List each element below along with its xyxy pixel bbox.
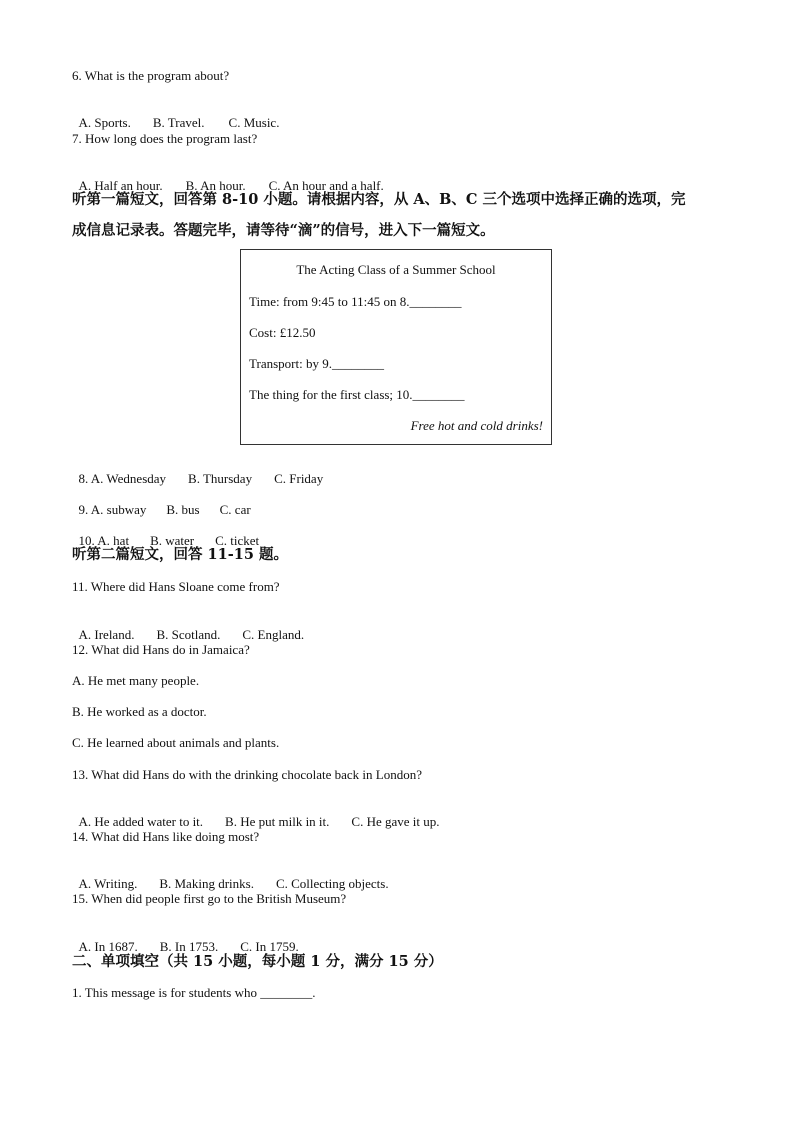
option-a: A. Half an hour.	[78, 178, 163, 193]
option-b: B. bus	[166, 502, 200, 517]
option-b: B. Travel.	[152, 115, 205, 130]
question-12-option-b: B. He worked as a doctor.	[72, 704, 207, 719]
question-6-options	[72, 99, 279, 131]
option-a: 9. A. subway	[78, 502, 147, 517]
info-box-note: Free hot and cold drinks!	[410, 418, 543, 433]
question-12-option-a: A. He met many people.	[72, 673, 200, 688]
info-box-cost: Cost: £12.50	[249, 325, 316, 340]
option-a: A. Sports.	[78, 115, 131, 130]
option-a: A. Ireland.	[78, 627, 135, 642]
info-box-title: The Acting Class of a Summer School	[296, 262, 496, 277]
instruction-1-line-1: 听第一篇短文，回答第 8-10 小题。请根据内容，从 A、B、C 三个选项中选择正确的选项，完	[72, 191, 686, 208]
option-b: B. Making drinks.	[159, 876, 254, 891]
question-11: 11. Where did Hans Sloane come from?	[72, 579, 280, 594]
question-15: 15. When did people first go to the British Museum?	[72, 891, 347, 906]
section-2-question-1: 1. This message is for students who ________.	[72, 985, 316, 1000]
info-box-thing: The thing for the first class; 10.________	[249, 387, 465, 402]
question-13: 13. What did Hans do with the drinking chocolate back in London?	[72, 767, 422, 782]
option-b: B. Thursday	[188, 471, 253, 486]
instruction-1-line-2: 成信息记录表。答题完毕，请等待“滴”的信号，进入下一篇短文。	[72, 222, 495, 239]
option-a: A. Writing.	[78, 876, 138, 891]
option-c: C. Collecting objects.	[275, 876, 389, 891]
question-14-options	[72, 860, 389, 892]
option-b: B. Scotland.	[156, 627, 221, 642]
question-11-options	[72, 611, 304, 643]
info-box-time: Time: from 9:45 to 11:45 on 8.________	[249, 294, 462, 309]
instruction-2: 听第二篇短文，回答 11-15 题。	[72, 546, 288, 563]
option-c: C. Friday	[274, 471, 324, 486]
question-12: 12. What did Hans do in Jamaica?	[72, 642, 250, 657]
option-a: A. In 1687.	[78, 939, 138, 954]
question-15-options	[72, 923, 299, 955]
option-b: B. water	[150, 533, 195, 548]
option-b: B. He put milk in it.	[225, 814, 330, 829]
option-c: C. Music.	[228, 115, 280, 130]
option-a: A. He added water to it.	[78, 814, 204, 829]
question-12-option-c: C. He learned about animals and plants.	[72, 735, 280, 750]
option-c: C. In 1759.	[240, 939, 299, 954]
option-a: 8. A. Wednesday	[78, 471, 167, 486]
option-c: C. ticket	[215, 533, 260, 548]
option-a: 10. A. hat	[78, 533, 130, 548]
question-14: 14. What did Hans like doing most?	[72, 829, 260, 844]
info-box-transport: Transport: by 9.________	[249, 356, 384, 371]
question-13-options	[72, 798, 440, 830]
question-9-options	[72, 486, 251, 518]
option-c: C. England.	[242, 627, 305, 642]
question-7: 7. How long does the program last?	[72, 131, 258, 146]
question-8-options	[72, 455, 323, 487]
option-c: C. He gave it up.	[351, 814, 440, 829]
option-b: B. An hour.	[185, 178, 246, 193]
info-record-table	[240, 249, 552, 445]
option-b: B. In 1753.	[159, 939, 219, 954]
option-c: C. car	[219, 502, 251, 517]
option-c: C. An hour and a half.	[268, 178, 384, 193]
section-2-heading: 二、单项填空（共 15 小题，每小题 1 分，满分 15 分）	[72, 953, 443, 970]
question-10-options	[72, 517, 259, 549]
question-6: 6. What is the program about?	[72, 68, 230, 83]
question-7-options	[72, 162, 384, 194]
